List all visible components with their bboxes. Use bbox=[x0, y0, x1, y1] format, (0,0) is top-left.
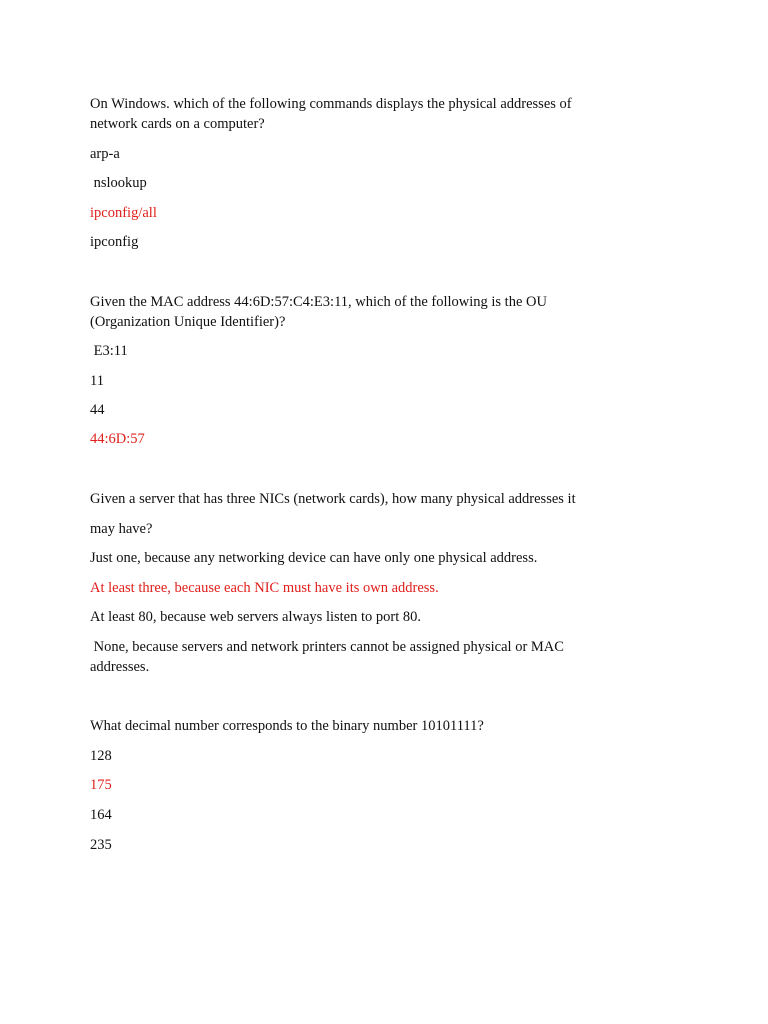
question-1-text-line-2: network cards on a computer? bbox=[90, 116, 265, 132]
question-2-option-3: 44 bbox=[90, 402, 105, 418]
question-4-option-4: 235 bbox=[90, 837, 112, 853]
question-4-option-2-correct: 175 bbox=[90, 777, 112, 793]
question-4-option-3: 164 bbox=[90, 807, 112, 823]
question-2-option-1: E3:11 bbox=[90, 343, 128, 359]
question-1-option-4: ipconfig bbox=[90, 234, 139, 250]
question-2-option-4-correct: 44:6D:57 bbox=[90, 431, 145, 447]
question-1-option-3-correct: ipconfig/all bbox=[90, 205, 157, 221]
question-2-text-line-2: (Organization Unique Identifier)? bbox=[90, 314, 286, 330]
question-4-text-line-1: What decimal number corresponds to the binary number 10101111? bbox=[90, 718, 484, 734]
question-3-option-2-correct: At least three, because each NIC must have its own address. bbox=[90, 580, 439, 596]
question-3-option-1: Just one, because any networking device can have only one physical address. bbox=[90, 550, 538, 566]
question-3-option-4-line-1: None, because servers and network printers cannot be assigned physical or MAC bbox=[90, 639, 564, 655]
question-3-option-3: At least 80, because web servers always listen to port 80. bbox=[90, 609, 421, 625]
question-1-text-line-1: On Windows. which of the following commands displays the physical addresses of bbox=[90, 96, 572, 112]
question-3-option-4-line-2: addresses. bbox=[90, 659, 150, 675]
question-1-option-1: arp-a bbox=[90, 146, 120, 162]
question-2-option-2: 11 bbox=[90, 373, 104, 389]
question-4-option-1: 128 bbox=[90, 748, 112, 764]
question-3-text-line-1: Given a server that has three NICs (network cards), how many physical addresses it bbox=[90, 491, 576, 507]
question-2-text-line-1: Given the MAC address 44:6D:57:C4:E3:11, which of the following is the OU bbox=[90, 294, 547, 310]
question-3-text-line-2: may have? bbox=[90, 521, 153, 537]
question-1-option-2: nslookup bbox=[90, 175, 147, 191]
